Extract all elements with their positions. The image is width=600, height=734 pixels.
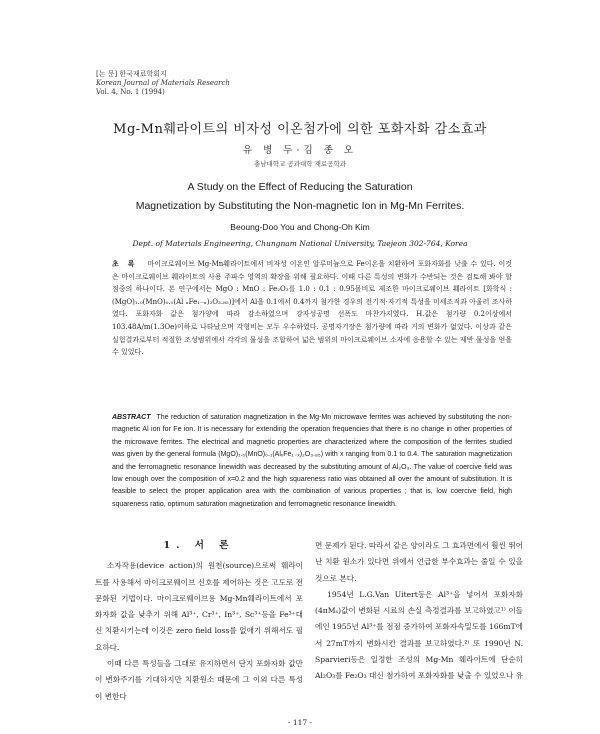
body-paragraph: 소자작용(device action)의 원천(source)으로써 훼라이트를 사용해서 마이크로웨이브 신호를 제어하는 것은 고도로 전문화된 기법이다. 마이크로웨이브용 Mg-Mn훼라이트에서 포화자화 값을 낮추기 위해 Al³⁺, Cr³⁺, In³⁺, Sc³⁺등을 Fe³⁺대신 치환시키는데 이것은 zero field loss를 없애기 위해서도 필요하다. xyxy=(95,561,303,652)
authors-korean: 유 병 두·김 종 오 xyxy=(242,145,358,156)
section-heading: 1. 서 론 xyxy=(163,540,235,551)
journal-line-2: Korean Journal of Materials Research xyxy=(96,79,230,87)
body-paragraph: 면 문제가 된다. 따라서 같은 양이라도 그 효과면에서 훨씬 뛰어난 치환 원소가 있다면 위에서 언급한 부수효과는 줄일 수 있을 것으로 본다. xyxy=(315,541,523,583)
title-english-line-2: Magnetization by Substituting the Non-magnetic Ion in Mg-Mn Ferrites. xyxy=(135,200,465,212)
abstract-korean-label: 초 록 xyxy=(112,259,138,268)
body-column-left xyxy=(95,538,303,705)
title-english xyxy=(0,178,600,216)
affiliation-korean: 충남대학교 공과대학 재료공학과 xyxy=(253,160,347,168)
journal-header xyxy=(96,70,230,97)
journal-line-3: Vol. 4, No. 1 (1994) xyxy=(96,88,165,96)
abstract-korean xyxy=(112,258,512,359)
journal-line-1: [논 문] 한국재료학회지 xyxy=(96,70,167,78)
abstract-english xyxy=(112,412,512,511)
body-column-right xyxy=(315,538,523,685)
abstract-english-label: ABSTRACT xyxy=(112,414,151,421)
title-english-line-1: A Study on the Effect of Reducing the Saturation xyxy=(187,181,413,193)
page-number: - 117 - xyxy=(287,718,313,727)
abstract-english-text: The reduction of saturation magnetization in the Mg-Mn microwave ferrites was achieved by substituting the non-magnetic Al ion for Fe ion. It is necessary for extending the operation frequencies that there is no change in other properties of the microwave ferrites. The electrical and magnetic properties are characterized where the composition of the ferrites studied was given by the general formula (MgO)₁.₀(MnO)₀.₁(AlₓFe₁₋ₓ)₂O₃.₈₅) with x ranging from 0.1 to 0.4. The saturation magnetization and the ferromagnetic resonance linewidth was decreased by the substituting amount of Al₂O₃. The value of coercive field was low enough over the composition of x=0.2 and the high squareness ratio was obtained all over the amount of substitution. It is feasible to select the proper application area with the combination of various properties ; that is, low coercive field, high squareness ratio, optimum saturation magnetization and ferromagnetic resonance linewidth. xyxy=(112,414,512,508)
body-paragraph: 이때 다른 특성들을 그대로 유지하면서 단지 포화자화 값만이 변화주기를 기대하지만 치환원소 때문에 그 이외 다른 특성이 변한다 xyxy=(95,659,303,701)
title-korean: Mg-Mn훼라이트의 비자성 이온첨가에 의한 포화자화 감소효과 xyxy=(113,122,487,137)
affiliation-english: Dept. of Materials Engineering, Chungnam National University, Taejeon 302-764, Korea xyxy=(132,239,468,248)
abstract-korean-text: 마이크로웨이브 Mg-Mn훼라이트에서 비자성 이온인 알루미늄으로 Fe이온을 치환하여 포화자화를 낮출 수 있다. 이것은 마이크로웨이브 훼라이트의 사용 주파수 영역의 확장을 위해 필요하다. 이때 다른 특성의 변화가 수반되는 것은 검토해 봐야 할 점중의 하나이다. 본 연구에서는 MgO : MnO : Fe₂O₃를 1.0 : 0.1 : 0.95몰비로 제조한 마이크로웨이브 훼라이트 [화학식 : (MgO)₁.₀(MnO)₀.₁(Al ₓFe₁₋ₓ)₂O₃.₈₅)]에서 Al을 0.1에서 0.4까지 첨가한 경우의 전기적·자기적 특성을 미세조직과 아울러 조사하였다. 포화자화 값은 첨가양에 따라 감소하였으며 강자성공명 선폭도 마찬가지였다. H.값은 첨가량 0.2이상에서 103.48A/m(1.3Oe)이하로 나타났으며 각형비는 모두 우수하였다. 공명자기장은 첨가량에 따라 거의 변화가 없었다. 이상과 같은 실험결과로부터 적절한 조성범위에서 각각의 물성을 조합하여 넓은 범위의 마이크로웨이브 소자에 응용할 수 있는 제반 물성을 얻을 수 있었다. xyxy=(112,260,512,357)
body-paragraph: 1954년 L.G.Van Uitert등은 Al³⁺을 넣어서 포화자화(4πMₛ)값이 변화된 시료의 손실 측정결과를 보고하였고¹⁾ 이들에인 1955년 Al³⁺를 점점 증가하여 포화자속밀도를 166mT에서 27mT까지 변화시킨 결과를 보고하였다.²⁾ 또 1990년 N. Sparvieri등은 일정한 조성의 Mg-Mn 훼라이트에 단순히 Al₂O₃를 Fe₂O₃ 대신 첨가하여 포화자화를 낮출 수 있었으나 유 xyxy=(315,589,523,681)
authors-english: Beoung-Doo You and Chong-Oh Kim xyxy=(230,222,370,232)
